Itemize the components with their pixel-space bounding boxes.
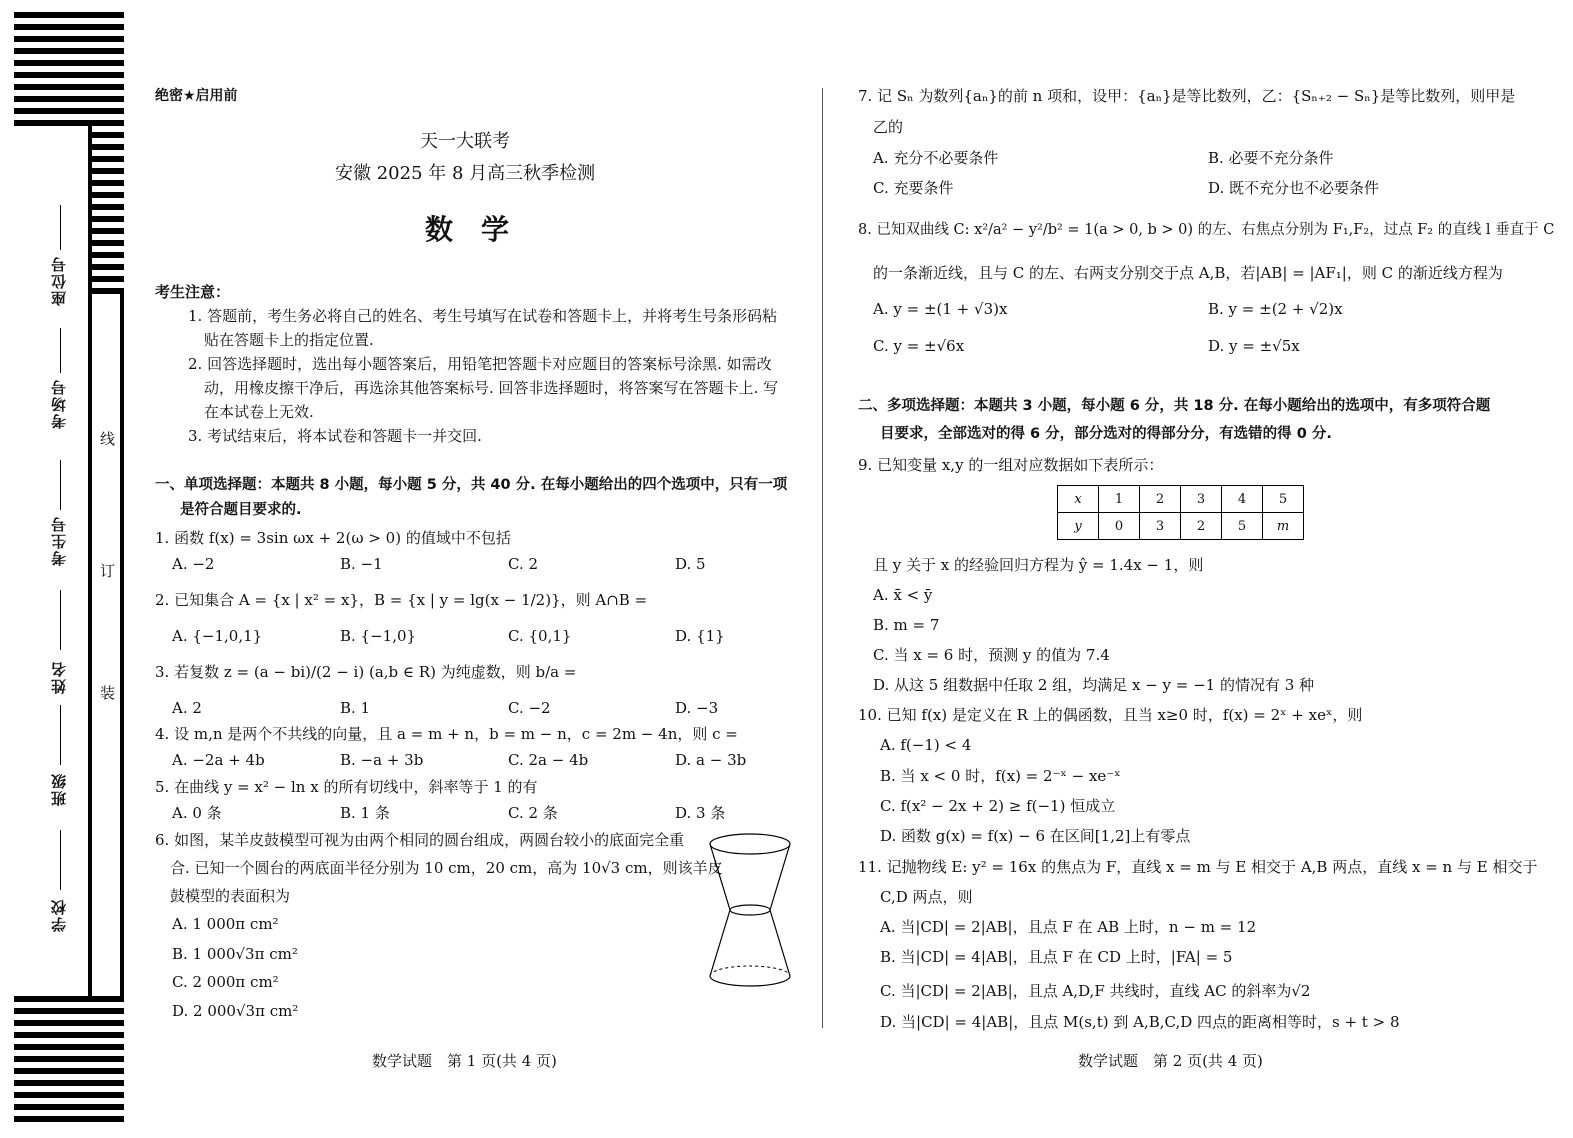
table-cell: 5 — [1222, 513, 1263, 540]
notice-line: 动，用橡皮擦干净后，再选涂其他答案标号. 回答非选择题时，将答案写在答题卡上. 写 — [204, 379, 779, 397]
id-line — [60, 460, 61, 510]
label-candidate-id: 考生号 — [50, 515, 68, 566]
q1-option-b: B. −1 — [340, 555, 383, 573]
q7-option-b: B. 必要不充分条件 — [1208, 149, 1334, 167]
label-room: 考场号 — [50, 378, 68, 429]
mark-zhuang: 装 — [100, 684, 116, 702]
table-cell: 3 — [1140, 513, 1181, 540]
q5-stem: 5. 在曲线 y = x² − ln x 的所有切线中，斜率等于 1 的有 — [155, 778, 538, 796]
q10-option-b: B. 当 x < 0 时，f(x) = 2⁻ˣ − xe⁻ˣ — [880, 767, 1121, 785]
table-row — [1058, 486, 1304, 513]
q11-option-c: C. 当|CD| = 2|AB|，且点 A,D,F 共线时，直线 AC 的斜率为√2 — [880, 982, 1311, 1000]
name-line — [60, 590, 61, 650]
q6-option-a: A. 1 000π cm² — [172, 915, 279, 933]
notice-line: 在本试卷上无效. — [204, 403, 314, 421]
q3-option-b: B. 1 — [340, 699, 371, 717]
q11-stem-cont: C,D 两点，则 — [880, 888, 973, 906]
notice-line: 2. 回答选择题时，选出每小题答案后，用铅笔把答题卡对应题目的答案标号涂黑. 如需改 — [188, 355, 772, 373]
table-cell: m — [1263, 513, 1304, 540]
notice-line: 3. 考试结束后，将本试卷和答题卡一并交回. — [188, 427, 482, 445]
label-name: 姓名 — [50, 660, 68, 694]
section1-heading-cont: 是符合题目要求的. — [180, 502, 302, 518]
q6-stem-cont: 合. 已知一个圆台的两底面半径分别为 10 cm，20 cm，高为 10√3 cm，则该羊皮 — [170, 859, 723, 877]
column-divider — [822, 88, 823, 1028]
q4-option-a: A. −2a + 4b — [172, 751, 265, 769]
table-cell: 1 — [1099, 486, 1140, 513]
q9-stem: 9. 已知变量 x,y 的一组对应数据如下表所示： — [858, 456, 1164, 474]
table-cell: y — [1058, 513, 1099, 540]
q1-option-a: A. −2 — [172, 555, 215, 573]
page-footer-1: 数学试题 第 1 页(共 4 页) — [372, 1052, 557, 1070]
q3-option-c: C. −2 — [508, 699, 551, 717]
q5-option-c: C. 2 条 — [508, 804, 558, 822]
q2-option-b: B. {−1,0} — [340, 627, 417, 645]
q1-stem: 1. 函数 f(x) = 3sin ωx + 2(ω > 0) 的值域中不包括 — [155, 529, 511, 547]
q8-option-b: B. y = ±(2 + √2)x — [1208, 300, 1343, 318]
table-cell: 3 — [1181, 486, 1222, 513]
q5-option-d: D. 3 条 — [675, 804, 726, 822]
q9-option-b: B. m = 7 — [873, 616, 940, 634]
q2-option-c: C. {0,1} — [508, 627, 572, 645]
table-cell: x — [1058, 486, 1099, 513]
drum-figure — [700, 826, 800, 996]
q5-option-b: B. 1 条 — [340, 804, 390, 822]
subject-title: 数 学 — [425, 213, 510, 246]
q8-stem: 8. 已知双曲线 C: x²/a² − y²/b² = 1(a > 0, b > 0) 的左、右焦点分别为 F₁,F₂，过点 F₂ 的直线 l 垂直于 C — [858, 222, 1555, 238]
table-cell: 2 — [1140, 486, 1181, 513]
secret-mark: 绝密★启用前 — [155, 88, 238, 104]
q10-option-d: D. 函数 g(x) = f(x) − 6 在区间[1,2]上有零点 — [880, 827, 1191, 845]
q7-stem-cont: 乙的 — [873, 118, 904, 136]
q8-option-d: D. y = ±√5x — [1208, 337, 1300, 355]
section1-heading: 一、单项选择题：本题共 8 小题，每小题 5 分，共 40 分. 在每小题给出的四个选项中，只有一项 — [155, 477, 788, 493]
q11-stem: 11. 记抛物线 E: y² = 16x 的焦点为 F，直线 x = m 与 E 相交于 A,B 两点，直线 x = n 与 E 相交于 — [858, 858, 1538, 876]
q6-stem: 6. 如图，某羊皮鼓模型可视为由两个相同的圆台组成，两圆台较小的底面完全重 — [155, 831, 685, 849]
q3-option-a: A. 2 — [172, 699, 202, 717]
table-cell: 4 — [1222, 486, 1263, 513]
q3-stem: 3. 若复数 z = (a − bi)/(2 − i) (a,b ∈ R) 为纯虚数，则 b/a = — [155, 663, 577, 681]
q4-option-b: B. −a + 3b — [340, 751, 424, 769]
exam-org: 天一大联考 — [420, 131, 510, 152]
table-cell: 5 — [1263, 486, 1304, 513]
q1-option-c: C. 2 — [508, 555, 539, 573]
notice-line: 贴在答题卡上的指定位置. — [204, 331, 374, 349]
class-line — [60, 705, 61, 765]
q2-stem: 2. 已知集合 A = {x | x² = x}，B = {x | y = lg(x − 1/2)}，则 A∩B = — [155, 591, 648, 609]
page-footer-2: 数学试题 第 2 页(共 4 页) — [1078, 1052, 1263, 1070]
notice-title: 考生注意： — [155, 283, 231, 301]
q2-option-a: A. {−1,0,1} — [172, 627, 263, 645]
room-line — [60, 328, 61, 373]
q9-option-c: C. 当 x = 6 时，预测 y 的值为 7.4 — [873, 646, 1110, 664]
section2-heading: 二、多项选择题：本题共 3 小题，每小题 6 分，共 18 分. 在每小题给出的选项中，有多项符合题 — [858, 398, 1491, 414]
mark-ding: 订 — [100, 562, 116, 580]
q6-option-d: D. 2 000√3π cm² — [172, 1002, 299, 1020]
q2-option-d: D. {1} — [675, 627, 725, 645]
q4-option-c: C. 2a − 4b — [508, 751, 589, 769]
seat-line — [60, 205, 61, 250]
mark-xian: 线 — [100, 430, 116, 448]
q1-option-d: D. 5 — [675, 555, 706, 573]
binding-vertical-rule — [88, 126, 92, 996]
q11-option-b: B. 当|CD| = 4|AB|，且点 F 在 CD 上时，|FA| = 5 — [880, 948, 1233, 966]
q4-stem: 4. 设 m,n 是两个不共线的向量，且 a = m + n，b = m − n，c = 2m − 4n，则 c = — [155, 725, 738, 743]
q3-option-d: D. −3 — [675, 699, 719, 717]
school-line — [60, 830, 61, 890]
q7-option-c: C. 充要条件 — [873, 179, 954, 197]
q9-regression: 且 y 关于 x 的经验回归方程为 ŷ = 1.4x − 1，则 — [873, 556, 1204, 574]
q10-option-a: A. f(−1) < 4 — [880, 736, 972, 754]
q8-option-a: A. y = ±(1 + √3)x — [873, 300, 1008, 318]
label-school: 学校 — [50, 898, 68, 932]
q10-stem: 10. 已知 f(x) 是定义在 R 上的偶函数，且当 x≥0 时，f(x) = 2ˣ + xeˣ，则 — [858, 706, 1363, 724]
label-class: 班级 — [50, 772, 68, 806]
table-cell: 2 — [1181, 513, 1222, 540]
q7-option-d: D. 既不充分也不必要条件 — [1208, 179, 1380, 197]
q9-option-a: A. x̄ < ȳ — [873, 586, 933, 604]
q8-stem-cont: 的一条渐近线，且与 C 的左、右两支分别交于点 A,B，若|AB| = |AF₁|，则 C 的渐近线方程为 — [873, 264, 1503, 282]
q11-option-d: D. 当|CD| = 4|AB|，且点 M(s,t) 到 A,B,C,D 四点的距离相等时，s + t > 8 — [880, 1013, 1400, 1031]
section2-heading-cont: 目要求，全部选对的得 6 分，部分选对的得部分分，有选错的得 0 分. — [880, 426, 1332, 442]
q7-option-a: A. 充分不必要条件 — [873, 149, 999, 167]
table-cell: 0 — [1099, 513, 1140, 540]
notice-line: 1. 答题前，考生务必将自己的姓名、考生号填写在试卷和答题卡上，并将考生号条形码粘 — [188, 307, 778, 325]
exam-title: 安徽 2025 年 8 月高三秋季检测 — [335, 163, 596, 184]
label-seat: 座位号 — [50, 255, 68, 306]
q10-option-c: C. f(x² − 2x + 2) ≥ f(−1) 恒成立 — [880, 797, 1116, 815]
q7-stem: 7. 记 Sₙ 为数列{aₙ}的前 n 项和，设甲：{aₙ}是等比数列，乙：{Sₙ₊₂ − Sₙ}是等比数列，则甲是 — [858, 87, 1516, 105]
q4-option-d: D. a − 3b — [675, 751, 747, 769]
q6-option-b: B. 1 000√3π cm² — [172, 945, 298, 963]
q11-option-a: A. 当|CD| = 2|AB|，且点 F 在 AB 上时，n − m = 12 — [880, 918, 1257, 936]
q9-option-d: D. 从这 5 组数据中任取 2 组，均满足 x − y = −1 的情况有 3 种 — [873, 676, 1315, 694]
q5-option-a: A. 0 条 — [172, 804, 222, 822]
q9-data-table — [1057, 485, 1304, 540]
binding-right-rule — [120, 290, 124, 1000]
q6-stem-cont: 鼓模型的表面积为 — [170, 887, 291, 905]
table-row — [1058, 513, 1304, 540]
q8-option-c: C. y = ±√6x — [873, 337, 965, 355]
q6-option-c: C. 2 000π cm² — [172, 973, 279, 991]
